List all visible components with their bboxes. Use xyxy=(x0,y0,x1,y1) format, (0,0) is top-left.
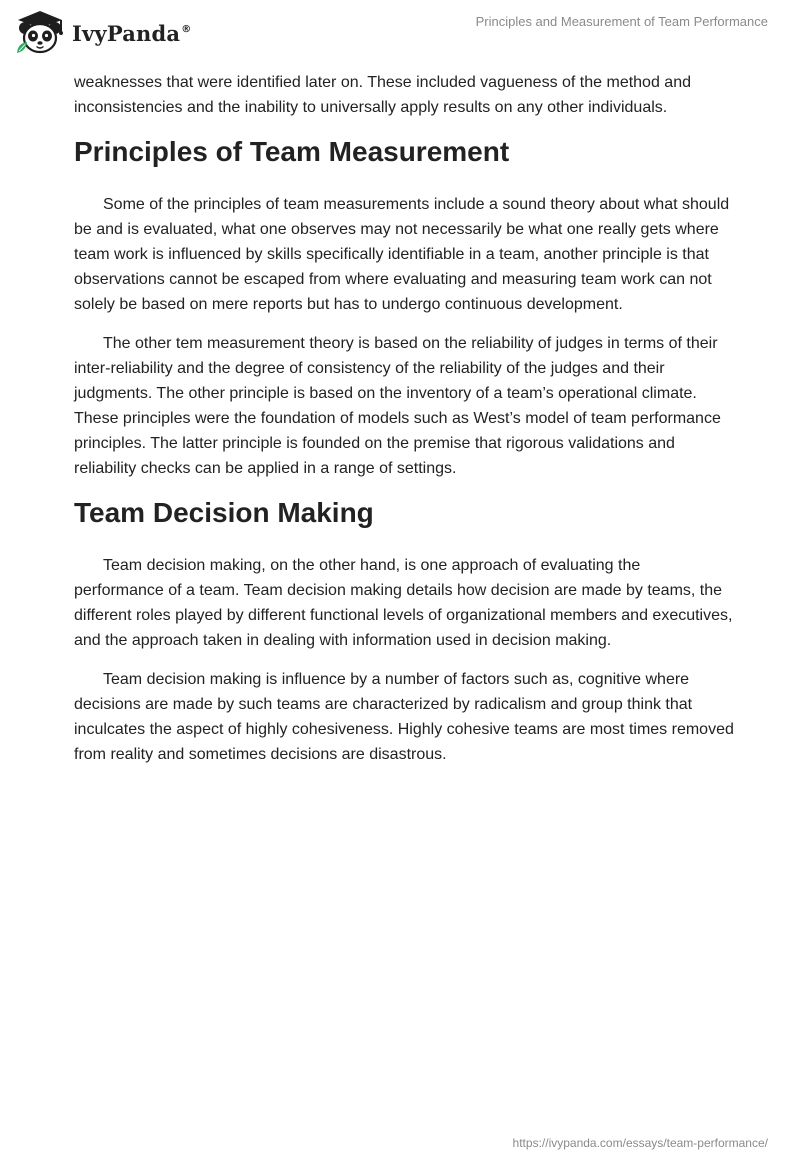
registered-mark: ® xyxy=(181,23,192,35)
intro-paragraph: weaknesses that were identified later on. These included vagueness of the method and inconsistencies and the inability to universally apply results on any other individuals. xyxy=(74,74,691,116)
paragraph: Some of the principles of team measurements include a sound theory about what should be and is evaluated, what one observes may not necessarily be what one really gets where team work is influenced by skills specifically identifiable in a team, another principle is that observations cannot be escaped from where evaluating and measuring team work can not solely be based on mere reports but has to undergo continuous development. xyxy=(74,196,730,313)
ivypanda-logo[interactable] xyxy=(14,9,191,55)
paragraph: The other tem measurement theory is based on the reliability of judges in terms of their inter-reliability and the degree of consistency of the reliability of the judges and their judgments. The other principle is based on the inventory of a team’s operational climate. These principles were the foundation of models such as West’s model of team performance principles. The latter principle is founded on the premise that rigorous validations and reliability checks can be applied in a range of settings. xyxy=(74,335,721,477)
panda-logo-icon xyxy=(14,9,66,55)
paragraph: Team decision making is influence by a number of factors such as, cognitive where decisions are made by such teams are characterized by radicalism and group think that inculcates the aspect of highly cohesiveness. Highly cohesive teams are most times removed from reality and sometimes decisions are disastrous. xyxy=(74,671,734,763)
source-url[interactable]: https://ivypanda.com/essays/team-performance/ xyxy=(512,1136,768,1150)
section-heading-principles: Principles of Team Measurement xyxy=(74,136,510,167)
essay-content xyxy=(74,70,734,781)
section-heading-decision-making: Team Decision Making xyxy=(74,497,374,528)
running-title: Principles and Measurement of Team Performance xyxy=(475,14,768,29)
page-header xyxy=(0,0,800,62)
paragraph: Team decision making, on the other hand, is one approach of evaluating the performance of a team. Team decision making details how decision are made by teams, the different roles played by different functional levels of organizational members and executives, and the approach taken in dealing with information used in decision making. xyxy=(74,557,733,649)
brand-name: IvyPanda® xyxy=(72,20,192,46)
